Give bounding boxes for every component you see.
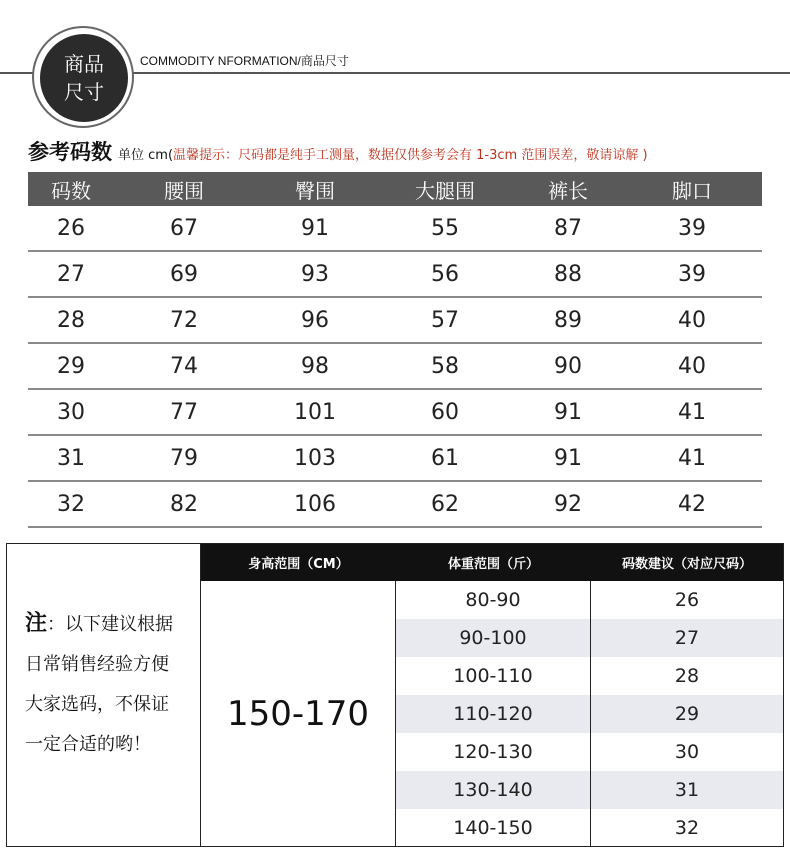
badge-line1: 商品 — [64, 52, 104, 76]
col-header: 裤长 — [548, 178, 588, 203]
size-cell: 30 — [674, 741, 700, 763]
size-chart-title: 参考码数 — [28, 140, 112, 164]
cell: 26 — [57, 215, 85, 241]
note-prefix: 注 — [25, 611, 48, 636]
cell: 101 — [294, 399, 336, 425]
cell: 41 — [678, 399, 706, 425]
cell: 27 — [57, 261, 85, 287]
cell: 67 — [170, 215, 198, 241]
col-header: 脚口 — [672, 178, 712, 203]
size-cell: 26 — [674, 589, 700, 611]
note-line: ：以下建议根据 — [47, 614, 174, 635]
cell: 42 — [678, 491, 706, 517]
cell: 39 — [678, 215, 706, 241]
size-table — [28, 172, 762, 528]
size-cell: 28 — [674, 665, 700, 687]
cell: 77 — [170, 399, 198, 425]
col-header: 腰围 — [164, 178, 204, 203]
size-cell: 32 — [674, 817, 700, 839]
cell: 87 — [554, 215, 582, 241]
cell: 91 — [301, 215, 329, 241]
weight-cell: 140-150 — [453, 817, 533, 839]
unit-label: 单位 cm( — [118, 148, 174, 163]
cell: 55 — [431, 215, 459, 241]
section-badge — [40, 34, 128, 122]
note-line: 日常销售经验方便 — [25, 654, 169, 675]
cell: 82 — [170, 491, 198, 517]
size-cell: 29 — [591, 695, 783, 733]
size-chart-title-row — [28, 136, 648, 164]
cell: 89 — [554, 307, 582, 333]
cell: 91 — [554, 399, 582, 425]
weight-header: 体重范围（斤） — [396, 544, 591, 581]
table-row — [28, 482, 762, 528]
weight-cell: 100-110 — [453, 665, 533, 687]
cell: 79 — [170, 445, 198, 471]
cell: 62 — [431, 491, 459, 517]
weight-column — [396, 581, 591, 847]
col-header: 码数 — [51, 178, 91, 203]
weight-cell: 130-140 — [396, 771, 590, 809]
table-row — [28, 206, 762, 252]
cell: 29 — [57, 353, 85, 379]
cell: 60 — [431, 399, 459, 425]
size-advice-column — [591, 581, 783, 847]
col-header: 大腿围 — [415, 178, 475, 203]
cell: 40 — [678, 307, 706, 333]
cell: 32 — [57, 491, 85, 517]
cell: 69 — [170, 261, 198, 287]
cell: 90 — [554, 353, 582, 379]
cell: 39 — [678, 261, 706, 287]
cell: 96 — [301, 307, 329, 333]
note-text — [25, 604, 201, 765]
table-row — [28, 298, 762, 344]
table-row — [28, 390, 762, 436]
cell: 31 — [57, 445, 85, 471]
measurement-tip: 温馨提示：尺码都是纯手工测量，数据仅供参考会有 1-3cm 范围误差，敬请谅解 ) — [173, 148, 648, 163]
size-advice-header: 码数建议（对应尺码） — [591, 544, 783, 581]
table-row — [28, 436, 762, 482]
weight-cell: 90-100 — [396, 619, 590, 657]
size-cell: 31 — [591, 771, 783, 809]
badge-line2: 尺寸 — [64, 80, 104, 104]
cell: 106 — [294, 491, 336, 517]
cell: 56 — [431, 261, 459, 287]
note-line: 一定合适的哟！ — [25, 734, 151, 755]
cell: 61 — [431, 445, 459, 471]
cell: 30 — [57, 399, 85, 425]
cell: 74 — [170, 353, 198, 379]
cell: 88 — [554, 261, 582, 287]
cell: 57 — [431, 307, 459, 333]
cell: 91 — [554, 445, 582, 471]
cell: 58 — [431, 353, 459, 379]
header-subtitle: COMMODITY NFORMATION/商品尺寸 — [140, 54, 349, 68]
height-header: 身高范围（CM） — [201, 544, 396, 581]
cell: 103 — [294, 445, 336, 471]
weight-cell: 110-120 — [396, 695, 590, 733]
cell: 40 — [678, 353, 706, 379]
col-header: 臀围 — [295, 178, 335, 203]
cell: 41 — [678, 445, 706, 471]
recommendation-note — [7, 544, 201, 846]
weight-cell: 120-130 — [453, 741, 533, 763]
cell: 28 — [57, 307, 85, 333]
recommendation-table — [6, 543, 784, 847]
cell: 98 — [301, 353, 329, 379]
cell: 72 — [170, 307, 198, 333]
size-cell: 27 — [591, 619, 783, 657]
height-range: 150-170 — [201, 581, 396, 846]
table-row — [28, 344, 762, 390]
table-row — [28, 252, 762, 298]
weight-cell: 80-90 — [465, 589, 521, 611]
size-table-header — [28, 172, 762, 206]
note-line: 大家选码，不保证 — [25, 694, 169, 715]
cell: 93 — [301, 261, 329, 287]
cell: 92 — [554, 491, 582, 517]
